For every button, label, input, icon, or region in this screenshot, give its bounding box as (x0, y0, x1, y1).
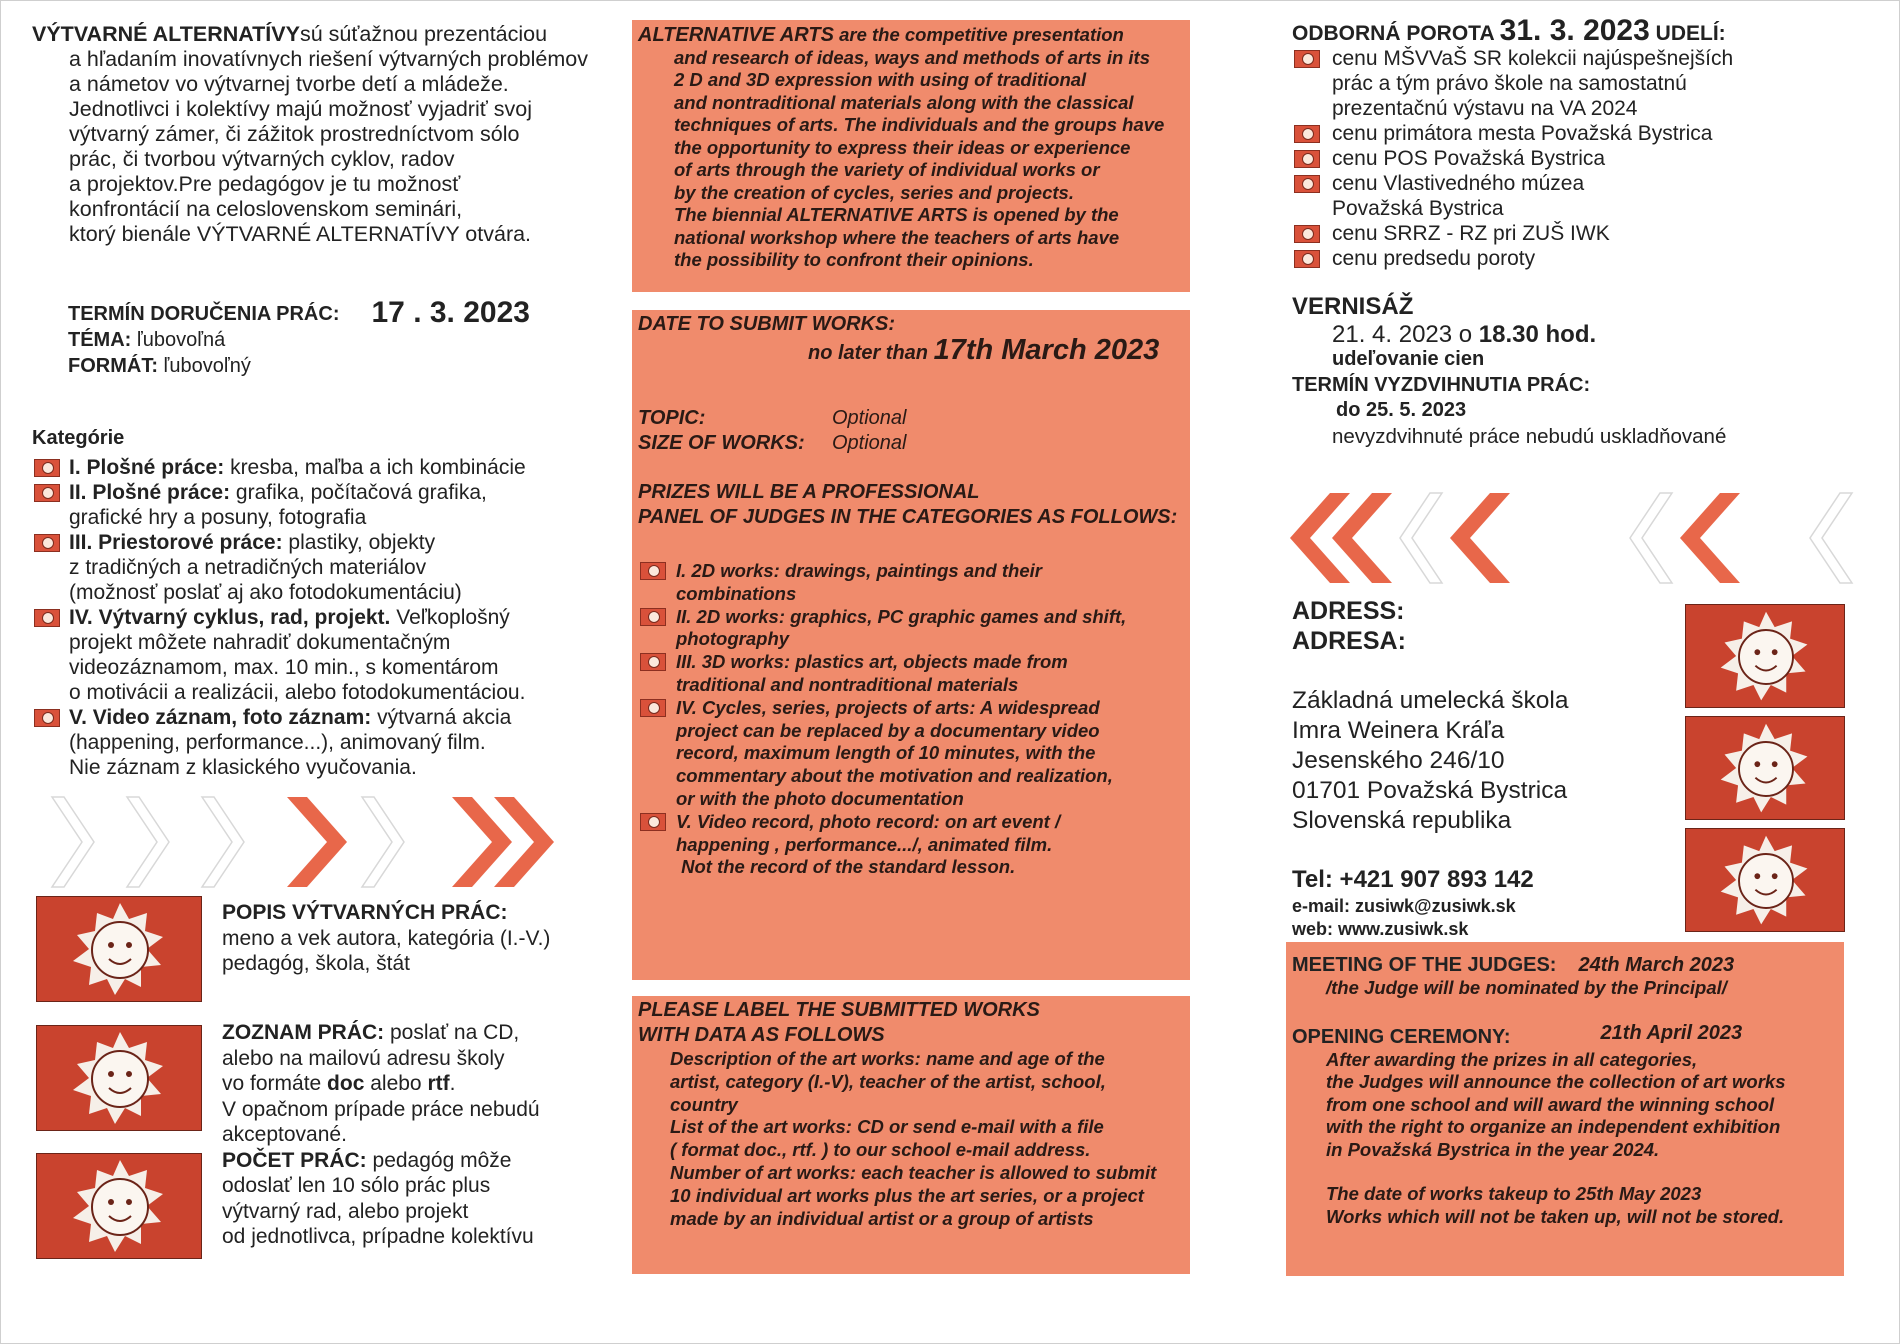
phone-number: Tel: +421 907 893 142 (1292, 866, 1534, 893)
chevron-right-icon (127, 797, 169, 887)
web-link[interactable]: web: www.zusiwk.sk (1292, 919, 1469, 939)
school-address: Základná umelecká škola Imra Weinera Kráľa Jesenského 246/10 01701 Považská Bystrica Slovenská republika (1292, 687, 1569, 834)
bullet-sun-icon (1294, 250, 1320, 268)
topic-size-en: TOPIC: Optional SIZE OF WORKS: Optional (638, 407, 907, 454)
sun-face-thumbnail (1685, 828, 1845, 932)
prize-item: cenu primátora mesta Považská Bystrica (1292, 121, 1733, 146)
categories-sk: Kategórie I. Plošné práce: kresba, maľba a ich kombinácie II. Plošné práce: grafika, počítačová grafika, grafické hry a posuny, fotografia III. Priestorové práce: plastiky, objekty z tradičných a netradičných materiálov (možnosť poslať aj ako fotodokumentáciu) IV. Výtvarný cyklus, rad, projekt. Veľkoplošný projekt môžete nahradiť dokumentačným videozáznamom, max. 10 min., s komentárom o motivácii a realizácii, alebo fotodokumentáciou. V. Video záznam, foto záznam: výtvarná akcia (happening, performance...), animovaný film. Nie záznam z klasického vyučovania. (32, 426, 632, 780)
bullet-sun-icon (640, 813, 666, 831)
category-item: V. Video záznam, foto záznam: výtvarná akcia (32, 705, 632, 730)
bullet-sun-icon (640, 562, 666, 580)
prize-item: cenu predsedu poroty (1292, 246, 1733, 271)
bullet-sun-icon (640, 653, 666, 671)
category-item-en: IV. Cycles, series, projects of arts: A widespread (638, 697, 1188, 720)
zoznam-title: ZOZNAM PRÁC: (222, 1021, 385, 1044)
label-heading-en: PLEASE LABEL THE SUBMITTED WORKS WITH DATA AS FOLLOWS (638, 999, 1040, 1046)
bullet-sun-icon (1294, 125, 1320, 143)
chevron-right-icon (362, 797, 404, 887)
jury-heading: ODBORNÁ POROTA 31. 3. 2023 UDELÍ: (1292, 14, 1726, 47)
sun-face-thumbnail (36, 1153, 202, 1259)
address-heading: ADRESS: ADRESA: (1292, 597, 1406, 655)
bullet-sun-icon (640, 699, 666, 717)
category-item-en: I. 2D works: drawings, paintings and their (638, 560, 1188, 583)
popis-title: POPIS VÝTVARNÝCH PRÁC: (222, 901, 508, 924)
vernisaz-section: VERNISÁŽ 21. 4. 2023 o 18.30 hod. udeľovanie cien TERMÍN VYZDVIHNUTIA PRÁC: do 25. 5. 2023 nevyzdvihnuté práce nebudú uskladňované (1292, 293, 1727, 448)
email-link[interactable]: e-mail: zusiwk@zusiwk.sk (1292, 896, 1516, 916)
pocet-title: POČET PRÁC: (222, 1148, 367, 1172)
bullet-sun-icon (34, 459, 60, 477)
chevron-right-icon (452, 797, 512, 887)
bullet-sun-icon (34, 709, 60, 727)
prize-item: cenu MŠVVaŠ SR kolekcii najúspešnejších (1292, 46, 1733, 71)
termin-date: 17 . 3. 2023 (371, 296, 530, 329)
bullet-sun-icon (34, 534, 60, 552)
pickup-title: TERMÍN VYZDVIHNUTIA PRÁC: (1292, 373, 1591, 396)
bullet-sun-icon (640, 608, 666, 626)
category-item-en: II. 2D works: graphics, PC graphic games and shift, (638, 606, 1188, 629)
chevron-right-icon (287, 797, 347, 887)
bullet-sun-icon (1294, 150, 1320, 168)
chevron-left-icon (1810, 493, 1852, 583)
category-item: IV. Výtvarný cyklus, rad, projekt. Veľkoplošný (32, 605, 632, 630)
prize-item: cenu POS Považská Bystrica (1292, 146, 1733, 171)
chevron-decoration-left (1280, 488, 1860, 588)
chevron-left-icon (1680, 493, 1740, 583)
category-item: III. Priestorové práce: plastiky, objekty (32, 530, 632, 555)
chevron-left-icon (1400, 493, 1442, 583)
category-item-en: V. Video record, photo record: on art event / (638, 811, 1188, 834)
sun-face-thumbnail (36, 1025, 202, 1131)
sun-face-thumbnail (36, 896, 202, 1002)
prize-item: cenu SRRZ - RZ pri ZUŠ IWK (1292, 221, 1733, 246)
category-item-en: III. 3D works: plastics art, objects made from (638, 651, 1188, 674)
submission-terms: TERMÍN DORUČENIA PRÁC: 17 . 3. 2023 TÉMA: ľubovoľná FORMÁT: ľubovoľný (68, 296, 530, 377)
chevron-right-icon (202, 797, 244, 887)
zoznam-section: ZOZNAM PRÁC: poslať na CD, alebo na mailovú adresu školy vo formáte doc alebo rtf. V opačnom prípade práce nebudú akceptované. POČET PRÁC: pedagóg môže odoslať len 10 sólo prác plus výtvarný rad, alebo projekt od jednotlivca, prípadne kolektívu (222, 1021, 540, 1248)
bullet-sun-icon (34, 484, 60, 502)
date-value-en: no later than 17th March 2023 (808, 334, 1160, 366)
category-item: I. Plošné práce: kresba, maľba a ich kombinácie (32, 455, 632, 480)
sun-face-thumbnail (1685, 604, 1845, 708)
chevron-right-icon (52, 797, 94, 887)
contact-links (1292, 895, 1516, 941)
categories-en: I. 2D works: drawings, paintings and their combinations II. 2D works: graphics, PC graphic games and shift, photography III. 3D works: plastics art, objects made from traditional and nontraditional materials IV. Cycles, series, projects of arts: A widespread project can be replaced by a documentary video record, maximum length of 10 minutes, with the commentary about the motivation and realization, or with the photo documentation V. Video record, photo record: on art event / happening , performance.../, animated film. Not the record of the standard lesson. (638, 560, 1188, 879)
termin-label: TERMÍN DORUČENIA PRÁC: (68, 303, 340, 325)
date-label-en: DATE TO SUBMIT WORKS: (638, 313, 896, 335)
vernisaz-title: VERNISÁŽ (1292, 293, 1414, 320)
chevron-decoration-right (42, 792, 562, 892)
chevron-left-icon (1332, 493, 1392, 583)
ceremony-text-en: MEETING OF THE JUDGES: 24th March 2023 /the Judge will be nominated by the Principal/ OPENING CEREMONY: 21th April 2023 After awarding the prizes in all categories, the Judges will announce the collection of art works from one school and will award the winning school with the right to organize an independent exhibition in Považská Bystrica in the year 2024. The date of works takeup to 25th May 2023 Works which will not be taken up, will not be stored. (1292, 954, 1786, 1227)
prizes-heading-en: PRIZES WILL BE A PROFESSIONAL PANEL OF JUDGES IN THE CATEGORIES AS FOLLOWS: (638, 481, 1178, 528)
bullet-sun-icon (1294, 225, 1320, 243)
categories-title: Kategórie (32, 427, 125, 449)
bullet-sun-icon (1294, 175, 1320, 193)
label-body-en: Description of the art works: name and age of the artist, category (I.-V), teacher of the artist, school, country List of the art works: CD or send e-mail with a file ( format doc., rtf. ) to our school e-mail address. Number of art works: each teacher is allowed to submit 10 individual art works plus the art series, or a project made by an individual artist or a group of artists (670, 1048, 1157, 1229)
intro-text: VÝTVARNÉ ALTERNATÍVYsú súťažnou prezentáciou a hľadaním inovatívnych riešení výtvarných problémov a námetov vo výtvarnej tvorbe detí a mládeže. Jednotlivci i kolektívy majú možnosť vyjadriť svoj výtvarný zámer, či zážitok prostredníctvom sólo prác, či tvorbou výtvarných cyklov, radov a projektov.Pre pedagógov je tu možnosť konfrontácií na celoslovenskom seminári, ktorý bienále VÝTVARNÉ ALTERNATÍVY otvára. (32, 22, 588, 246)
intro-text-en: ALTERNATIVE ARTS are the competitive presentation and research of ideas, ways and methods of arts in its 2 D and 3D expression with using of traditional and nontraditional materials along with the classical techniques of arts. The individuals and the groups have the opportunity to express their ideas or experience of arts through the variety of individual works or by the creation of cycles, series and projects. The biennial ALTERNATIVE ARTS is opened by the national workshop where the teachers of arts have the possibility to confront their opinions. (638, 24, 1165, 270)
sun-face-thumbnail (1685, 716, 1845, 820)
bullet-sun-icon (34, 609, 60, 627)
intro-heading: VÝTVARNÉ ALTERNATÍVY (32, 22, 300, 46)
category-item: II. Plošné práce: grafika, počítačová grafika, (32, 480, 632, 505)
chevron-left-icon (1630, 493, 1672, 583)
chevron-left-icon (1450, 493, 1510, 583)
popis-section: POPIS VÝTVARNÝCH PRÁC: meno a vek autora, kategória (I.-V.) pedagóg, škola, štát (222, 901, 551, 975)
prize-item: cenu Vlastivedného múzea (1292, 171, 1733, 196)
jury-prizes: ODBORNÁ POROTA 31. 3. 2023 UDELÍ: cenu MŠVVaŠ SR kolekcii najúspešnejších prác a tým právo škole na samostatnú prezentačnú výstavu na VA 2024 cenu primátora mesta Považská Bystrica cenu POS Považská Bystrica cenu Vlastivedného múzea Považská Bystrica cenu SRRZ - RZ pri ZUŠ IWK cenu predsedu poroty (1292, 14, 1734, 270)
bullet-sun-icon (1294, 50, 1320, 68)
